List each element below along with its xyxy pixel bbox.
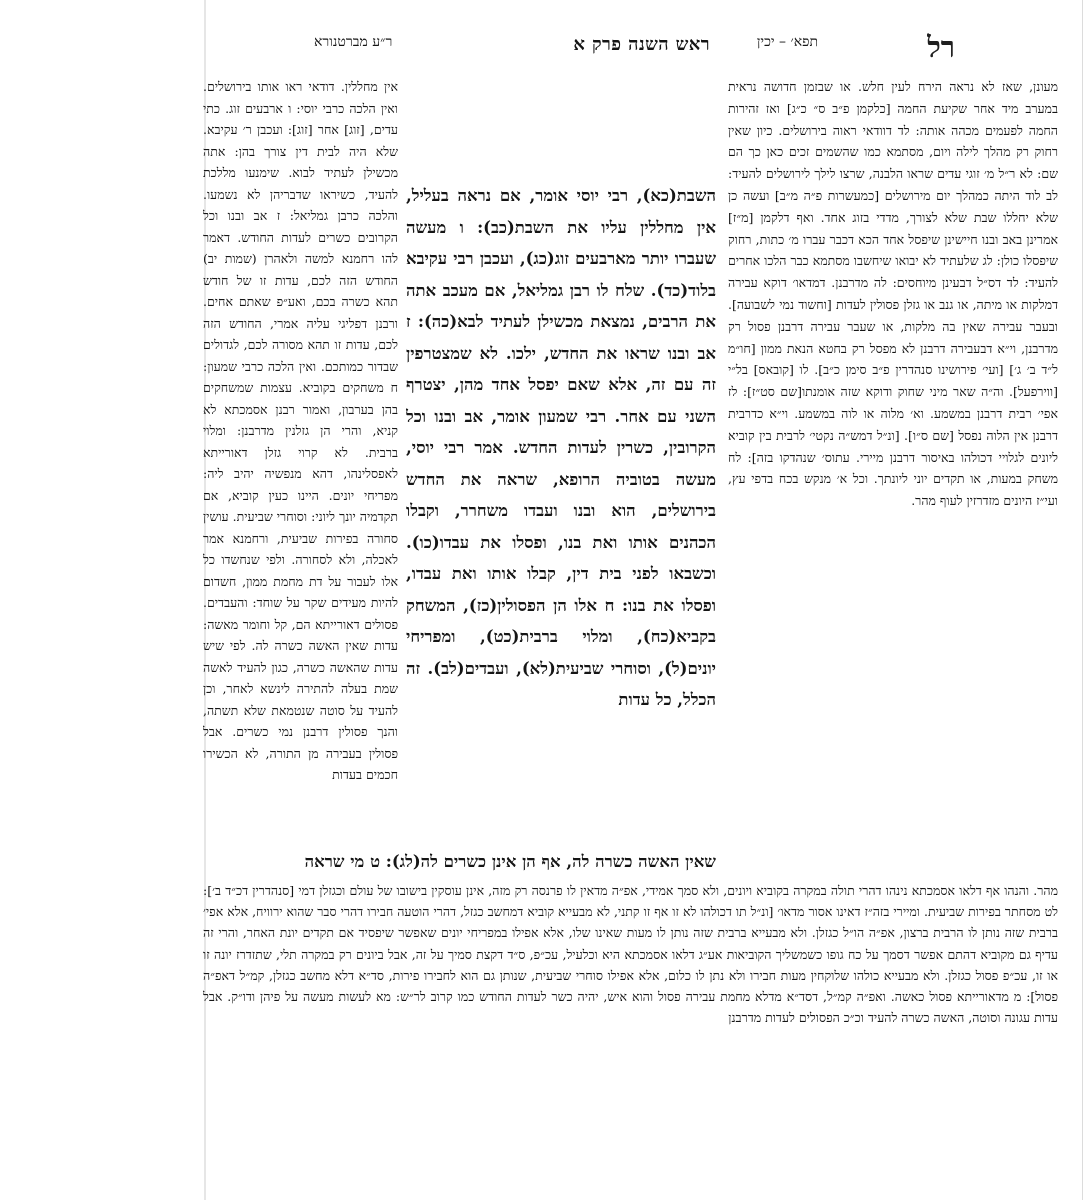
mishnah-main-text <box>406 180 716 840</box>
header-title: ראש השנה פרק א <box>573 34 710 55</box>
commentary-bottom <box>203 880 1058 1190</box>
commentary-right-text: מעונן, שאז לא נראה הירח לעין חלש. או שבזמן חדושה נראית במערב מיד אחר שקיעת החמה [כלקמן פ״ב ס״ כ״ג] ואז זהירות החמה לפעמים מכהה אותה: לד דוודאי ראוה בירושלים. כיון שאין רחוק רק מהלך לילה ויום, מסתמא כמו שהשמים זכים כאן כך הם שם: לא ר״ל מ׳ זוגי עדים שראו הלבנה, שרצו לילך לירושלים להעיד: לב לוד היתה כמהלך יום מירושלים [כמעשרות פ״ה מ״ב] ועשה כן שלא יחללו שבת שלא לצורך, מדדי בזוג אחד. ואף דלקמן [מ״ז] אמרינן באב ובנו חיישינן שיפסל אחד הכא דכבר עברו מ׳ כתות, רחוק שיפסלו כולן: לג שלעתיד לא יבואו שיחשבו מסתמא כבר הלכו אחרים להעיד: לד דס״ל דבעינן מיוחסים: לה מדרבנן. דמדאו׳ דוקא עבירה דמלקות או מיתה, או גנב או גזלן פסולין לעדות [וחשוד נמי לשבועה]. ובעבר עבירה שאין בה מלקות, או שעבר עבירה דרבנן פסול רק מדרבנן, וי״א דבעבירה דרבנן לא מפסל רק בחטא הנאת ממון [חו״מ ל״ד ב׳ ג׳] [ועי׳ פירושינו סנהדרין פ״ב סימן כ״ב]. לו [קובאס] בל״י [ווירפעל]. וה״ה שאר מיני שחוק ודוקא שזה אומנתו[שם סט״ז]: לז אפי׳ רבית דרבנן במשמע. וא׳ מלוה או לוה במשמע. וי״א כדרבית דרבנן אין הלוה נפסל [שם ס״ו]. [ונ״ל דמש״ה נקטי׳ לרבית בין קוביא ליונים לגלויי דכולהו באיסור דרבנן מיירי. עתוס׳ שנהדקו בזה]: לח משחק במעות, או תקדים יוני ליונתך. וכל א׳ מנקש בכח בדפי עץ, ועי״ז היונים מזדרזין לעוף מהר. <box>728 79 1058 509</box>
commentary-column-right <box>728 76 1058 876</box>
commentary-bottom-text: מהר. והנהו אף דלאו אסמכתא נינהו דהרי תולה במקרה בקוביא ויונים, ולא סמך אמידי, אפ״ה מדאין לו פרנסה רק מזה, אינן עוסקין בישובו של עולם וכגזלן דמי [סנהדרין דכ״ד ב׳]: לט מסחתר בפירות שביעית. ומיירי בזה״ז דאינו אסור מדאו׳ [ונ״ל תו דכולהו לא זו אף זו קתני, לא מבעייא קוביא דמחשב כגזל, דהרי הוטעה חבירו דהרי סבר שהוא ירוויח, אלא אפי׳ ברבית שזה נותן לו הרבית ברצון, אפ״ה הו״ל כגזלן. ולא מבעייא ברבית שזה נותן לו מעות שאינו שלו, אלא אפילו במפריחי יונים שאפשר שיפסיד אם תקדים יונת האחר, והרי זה עדיף גם מקוביא דהתם אפשר דסמך על כח גופו כשמשליך הקוביאות אע״ג דלאו אסמכתא היא וכלעיל, עכ״פ, ס״ד דקצת סמיך על זה, אבל ביונים רק במקרה תלי, שתזדרז יונה זו או זו, עכ״פ פסול כגזלן. ולא מבעייא כולהו שלוקחין מעות חבירו ולא נתן לו כלום, אלא אפילו סוחרי שביעית, שנותן גם הוא לחבירו פירות, סד״א דלא מחשב כגזלן, קמ״ל דאפ״ה פסול]: מ מדאורייתא פסול כאשה. ואפ״ה קמ״ל, דסד״א מדלא מחמת עבירה פסול והוא איש, יהיה כשר לעדות החודש כמו קרוב לר״ש: מא לעשות מעשה על פיהן ודו״ק. אבל עדות עגונה וסוטה, האשה כשרה להעיד וכ״כ הפסולים לעדות מדרבנן <box>203 883 1058 1026</box>
header-commentary-range: תפא׳ – יכין <box>756 34 818 50</box>
commentary-left-text: אין מחללין. דודאי ראו אותו בירושלים. ואין הלכה כרבי יוסי: ו ארבעים זוג. כתי עדים, [זוג] אחר [זוג]: ועכבן ר׳ עקיבא. שלא היה לבית דין צורך בהן: אתה מכשילן לעתיד לבוא. שימנעו מללכת להעיד, כשיראו שדבריהן לא נשמעו. והלכה כרבן גמליאל: ז אב ובנו וכל הקרובים כשרים לעדות החודש. דאמר להו רחמנא למשה ולאהרן (שמות יב) החודש הזה לכם, עדות זו של חודש תהא כשרה בכם, ואע״פ שאתם אחים. ורבנן דפליגי עליה אמרי, החודש הזה לכם, עדות זו תהא מסורה לכם, לגדולים שבדור כמותכם. ואין הלכה כרבי שמעון: ח משחקים בקוביא. עצמות שמשחקים בהן בערבון, ואמור רבנן אסמכתא לא קניא, והרי הן גזלנין מדרבנן: ומלוי ברבית. לא קרוי גזלן דאורייתא לאפסלינהו, דהא מנפשיה יהיב ליה: מפריחי יונים. היינו כעין קוביא, אם תקדמיה יונך ליוני: וסוחרי שביעית. עושין סחורה בפירות שביעית, ורחמנא אמר לאכלה, ולא לסחורה. ולפי שנחשדו כל אלו לעבור על דת מחמת ממון, חשדום להיות מעידים שקר על שוחד: והעבדים. פסולים דאורייתא הם, קל וחומר מאשה: עדות שאין האשה כשרה לה. לפי שיש עדות שהאשה כשרה, כגון להעיד לאשה שמת בעלה להתירה לינשא לאחר, וכן להעיד על סוטה שנטמאת שלא תשתה, והנך פסולין דרבנן נמי כשרים. אבל פסולין בעבירה מן התורה, לא הכשירו חכמים בעדות <box>203 79 398 782</box>
page-number: רל <box>927 30 955 64</box>
commentary-column-left <box>203 76 398 876</box>
mishnah-bridge-line: שאין האשה כשרה לה, אף הן אינן כשרים לה(לג): ט מי שראה <box>304 852 716 871</box>
header-commentary-name: ר״ע מברטנורא <box>314 34 393 50</box>
running-header <box>300 30 955 64</box>
mishnah-text: השבת(כא), רבי יוסי אומר, אם נראה בעליל, אין מחללין עליו את השבת(כב): ו מעשה שעברו יותר מארבעים זוג(כג), ועכבן רבי עקיבא בלוד(כד). שלח לו רבן גמליאל, אם מעכב אתה את הרבים, נמצאת מכשילן לעתיד לבא(כה): ז אב ובנו שראו את החדש, ילכו. לא שמצטרפין זה עם זה, אלא שאם יפסל אחד מהן, יצטרף השני עם אחר. רבי שמעון אומר, אב ובנו וכל הקרובין, כשרין לעדות החדש. אמר רבי יוסי, מעשה בטוביה הרופא, שראה את החדש בירושלים, הוא ובנו ועבדו משחרר, וקבלו הכהנים אותו ואת בנו, ופסלו את עבדו(כו). וכשבאו לפני בית דין, קבלו אותו ואת עבדו, ופסלו את בנו: ח אלו הן הפסולין(כז), המשחק בקביא(כח), ומלוי ברבית(כט), ומפריחי יונים(ל), וסוחרי שביעית(לא), ועבדים(לב). זה הכלל, כל עדות <box>406 186 716 709</box>
